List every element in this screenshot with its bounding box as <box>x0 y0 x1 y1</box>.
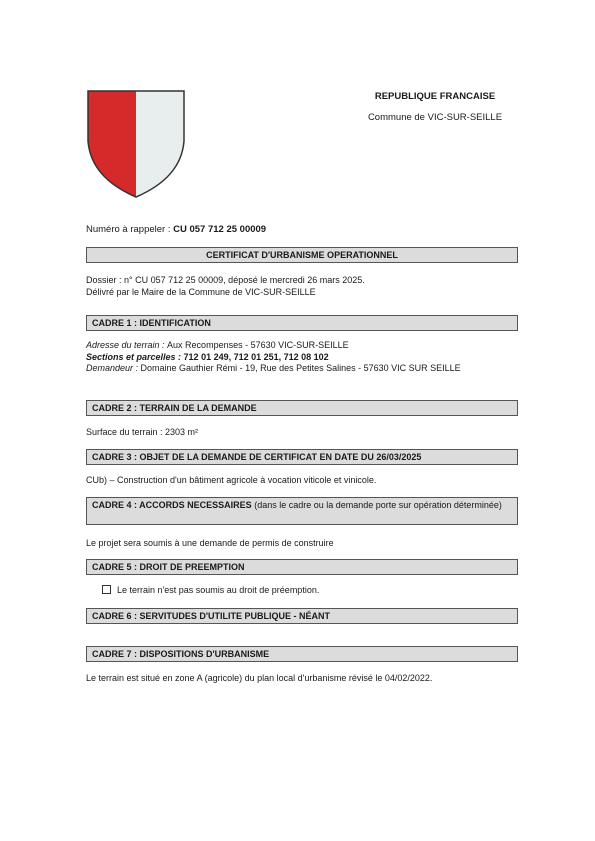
reference-label: Numéro à rappeler : <box>86 224 174 235</box>
accords-text: Le projet sera soumis à une demande de permis de construire <box>86 538 334 548</box>
cadre1-content <box>86 340 516 375</box>
adresse-row <box>86 340 516 352</box>
cadre3-header: CADRE 3 : OBJET DE LA DEMANDE DE CERTIFICAT EN DATE DU 26/03/2025 <box>86 449 518 465</box>
demandeur-value: Domaine Gauthier Rémi - 19, Rue des Petites Salines - 57630 VIC SUR SEILLE <box>140 363 461 373</box>
dossier-line: Dossier : n° CU 057 712 25 00009, déposé le mercredi 26 mars 2025. <box>86 275 365 285</box>
dispositions-text: Le terrain est situé en zone A (agricole) du plan local d'urbanisme révisé le 04/02/2022. <box>86 673 433 683</box>
cadre4-title: CADRE 4 : ACCORDS NECESSAIRES <box>92 500 252 510</box>
cadre4-header <box>86 497 518 525</box>
sections-value: 712 01 249, 712 01 251, 712 08 102 <box>183 351 329 362</box>
preemption-row <box>102 585 532 597</box>
adresse-label: Adresse du terrain : <box>86 340 168 350</box>
cadre4-note: (dans le cadre ou la demande porte sur opération déterminée) <box>251 500 502 510</box>
reference-number <box>86 224 266 235</box>
preemption-text: Le terrain n'est pas soumis au droit de préemption. <box>117 585 320 595</box>
sections-label: Sections et parcelles : <box>86 351 184 362</box>
cadre7-header: CADRE 7 : DISPOSITIONS D'URBANISME <box>86 646 518 662</box>
delivery-line: Délivré par le Maire de la Commune de VIC-SUR-SEILLE <box>86 286 316 297</box>
cadre5-header: CADRE 5 : DROIT DE PREEMPTION <box>86 559 518 575</box>
demandeur-row <box>86 363 516 375</box>
sections-row <box>86 352 516 364</box>
document-title: CERTIFICAT D'URBANISME OPERATIONNEL <box>86 247 518 263</box>
preemption-checkbox[interactable] <box>102 585 111 594</box>
cadre6-header: CADRE 6 : SERVITUDES D'UTILITE PUBLIQUE - NÉANT <box>86 608 518 624</box>
republic-heading: REPUBLIQUE FRANCAISE <box>374 91 496 102</box>
demandeur-label: Demandeur : <box>86 363 141 373</box>
dossier-intro <box>86 275 516 298</box>
cadre1-header: CADRE 1 : IDENTIFICATION <box>86 315 518 331</box>
reference-value: CU 057 712 25 00009 <box>173 224 267 235</box>
adresse-value: Aux Recompenses - 57630 VIC-SUR-SEILLE <box>167 340 349 350</box>
surface-text: Surface du terrain : 2303 m² <box>86 427 199 437</box>
commune-crest-logo <box>86 89 186 199</box>
objet-text: CUb) – Construction d'un bâtiment agricole à vocation viticole et vinicole. <box>86 475 377 485</box>
cadre2-header: CADRE 2 : TERRAIN DE LA DEMANDE <box>86 400 518 416</box>
commune-name: Commune de VIC-SUR-SEILLE <box>367 112 503 123</box>
header-block <box>340 91 530 123</box>
